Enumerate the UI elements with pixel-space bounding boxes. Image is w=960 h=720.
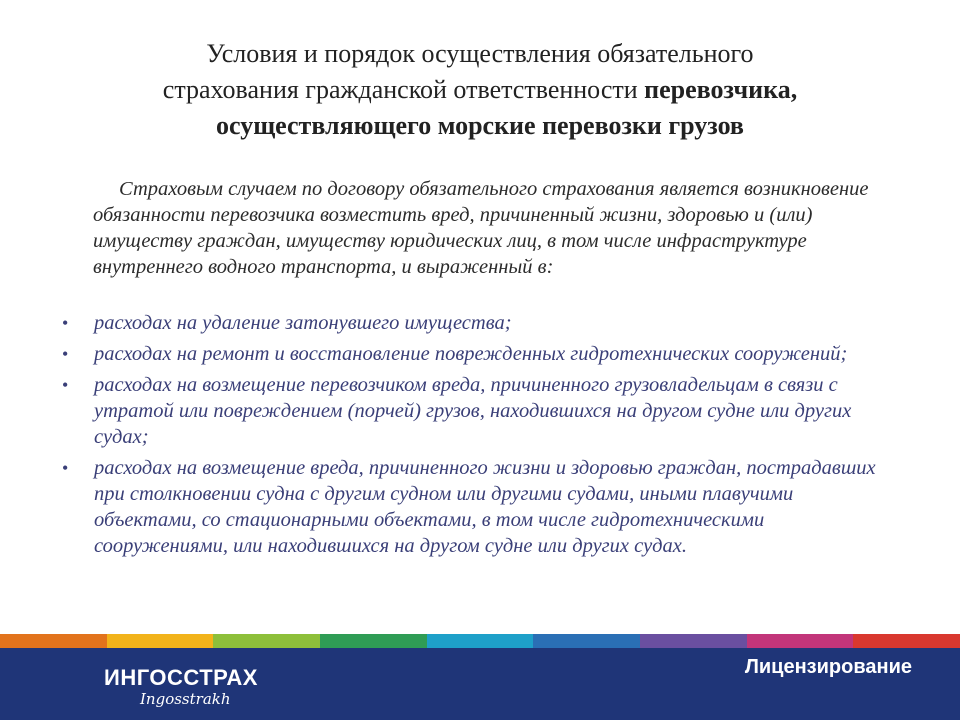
slide-title (60, 36, 900, 144)
logo-main-text: ИНГОССТРАХ (104, 665, 258, 690)
list-item (62, 455, 892, 559)
intro-paragraph: Страховым случаем по договору обязательного страхования является возникновение обязанности перевозчика возместить вред, причиненный жизни, здоровью и (или) имуществу граждан, имуществу юридических лиц, в том числе инфраструктуре внутреннего водного транспорта, и выраженный в: (93, 178, 869, 278)
color-strip-segment (427, 634, 534, 648)
list-item (62, 372, 892, 450)
color-strip-segment (853, 634, 960, 648)
bullet-icon: • (62, 313, 69, 333)
bullet-icon: • (62, 375, 69, 395)
color-strip-segment (320, 634, 427, 648)
list-item-text: расходах на удаление затонувшего имущества; (94, 312, 512, 334)
color-strip-segment (747, 634, 854, 648)
color-strip-segment (213, 634, 320, 648)
title-line-2 (60, 72, 900, 108)
footer-label: Лицензирование (744, 656, 912, 678)
title-line-3: осуществляющего морские перевозки грузов (216, 111, 744, 140)
list-item (62, 341, 892, 367)
bullet-icon: • (62, 458, 69, 478)
list-item-text: расходах на возмещение перевозчиком вреда, причиненного грузовладельцам в связи с утратой или повреждением (порчей) грузов, находившихся на другом судне или других судах; (94, 374, 852, 448)
footer-bar (0, 634, 960, 720)
list-item-text: расходах на возмещение вреда, причиненного жизни и здоровью граждан, пострадавших при столкновении судна с другим судном или другими судами, иными плавучими объектами, со стационарными объектами, в том числе гидротехническими сооружениями, или находившихся на другом судне или других судах. (94, 457, 876, 557)
color-strip (0, 634, 960, 648)
color-strip-segment (0, 634, 107, 648)
title-line-1: Условия и порядок осуществления обязательного (206, 39, 754, 68)
title-line-2-normal: страхования гражданской ответственности (162, 75, 645, 104)
title-line-2-bold: перевозчика, (644, 75, 798, 104)
color-strip-segment (640, 634, 747, 648)
bullet-icon: • (62, 344, 69, 364)
color-strip-segment (533, 634, 640, 648)
ingosstrakh-logo (104, 666, 258, 708)
color-strip-segment (107, 634, 214, 648)
list-item (62, 310, 892, 336)
list-item-text: расходах на ремонт и восстановление поврежденных гидротехнических сооружений; (94, 343, 848, 365)
logo-sub-text: Ingosstrakh (140, 690, 231, 708)
bullet-list (62, 310, 892, 564)
